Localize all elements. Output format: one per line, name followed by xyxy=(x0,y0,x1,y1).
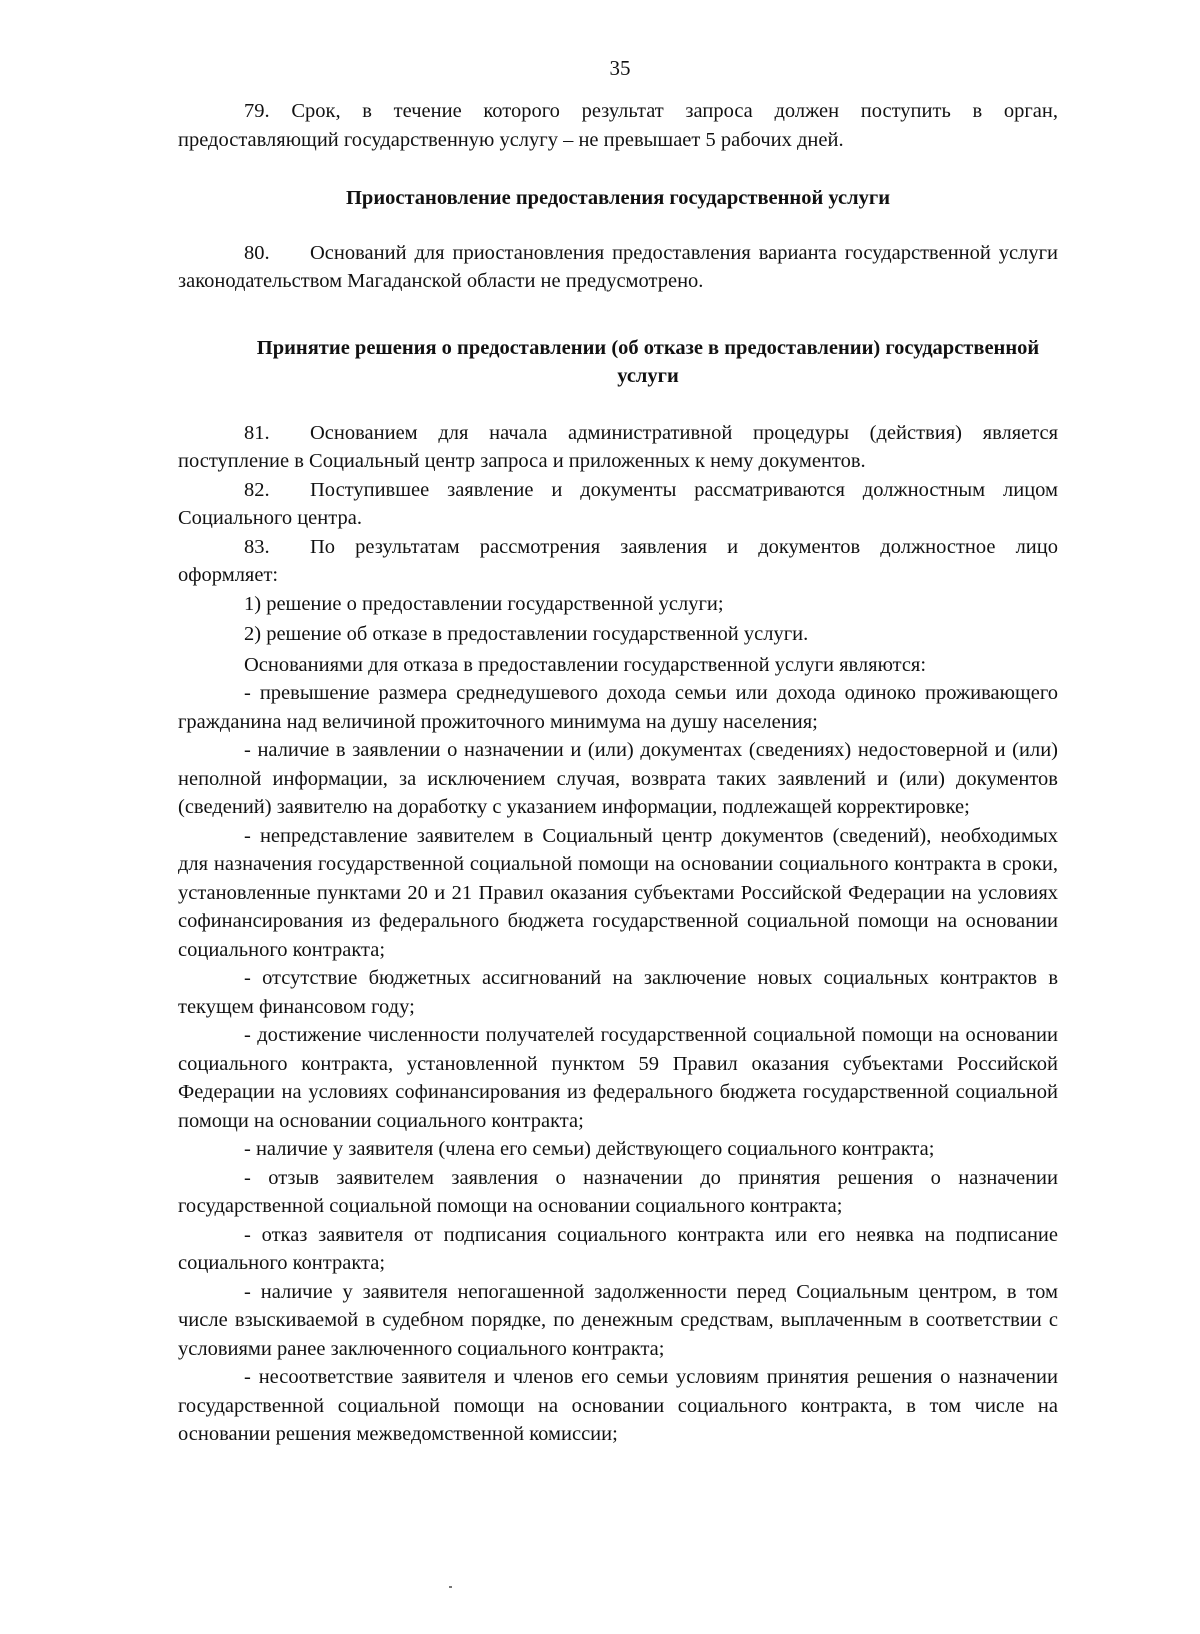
paragraph-80-number: 80. xyxy=(244,241,270,264)
decision-option-1: 1) решение о предоставлении государственной услуги; xyxy=(244,592,724,615)
paragraph-83-number: 83. xyxy=(244,535,270,558)
refusal-grounds-intro: Основаниями для отказа в предоставлении государственной услуги являются: xyxy=(244,653,927,676)
section-heading-decision: Принятие решения о предоставлении (об отказе в предоставлении) государственной услуги xyxy=(256,336,1040,387)
paragraph-82-number: 82. xyxy=(244,478,270,501)
refusal-ground-6: - наличие у заявителя (члена его семьи) действующего социального контракта; xyxy=(244,1138,935,1160)
refusal-ground-9: - наличие у заявителя непогашенной задолженности перед Социальным центром, в том числе взыскиваемой в судебном порядке, по денежным средствам, выплаченным в соответствии с условиями ранее заключенного социального контракта; xyxy=(178,1280,1058,1360)
refusal-ground-7: - отзыв заявителем заявления о назначении до принятия решения о назначении государственной социальной помощи на основании социального контракта; xyxy=(178,1166,1058,1217)
decision-option-2: 2) решение об отказе в предоставлении государственной услуги. xyxy=(244,623,809,645)
section-heading-suspension: Приостановление предоставления государственной услуги xyxy=(345,187,891,209)
page-number: 35 xyxy=(609,56,631,80)
scan-speck xyxy=(449,1586,452,1588)
paragraph-82-text: Поступившее заявление и документы рассматриваются должностным лицом Социального центра. xyxy=(178,478,1058,529)
paragraph-81-text: Основанием для начала административной процедуры (действия) является поступление в Социальный центр запроса и приложенных к нему документов. xyxy=(178,421,1058,472)
document-body xyxy=(178,97,1058,1449)
paragraph-82 xyxy=(178,476,1058,533)
refusal-ground-8: - отказ заявителя от подписания социального контракта или его неявка на подписание социального контракта; xyxy=(178,1223,1058,1274)
refusal-ground-4: - отсутствие бюджетных ассигнований на заключение новых социальных контрактов в текущем финансовом году; xyxy=(178,967,1058,1018)
paragraph-83 xyxy=(178,533,1058,590)
refusal-ground-5: - достижение численности получателей государственной социальной помощи на основании социального контракта, установленной пунктом 59 Правил оказания субъектами Российской Федерации на условиях софинансирования из федерального бюджета государственной социальной помощи на основании социального контракта; xyxy=(178,1024,1058,1132)
paragraph-83-text: По результатам рассмотрения заявления и документов должностное лицо оформляет: xyxy=(178,535,1058,586)
paragraph-80 xyxy=(178,239,1058,296)
refusal-ground-1: - превышение размера среднедушевого дохода семьи или дохода одиноко проживающего гражданина над величиной прожиточного минимума на душу населения; xyxy=(178,682,1058,733)
paragraph-80-text: Оснований для приостановления предоставления варианта государственной услуги законодательством Магаданской области не предусмотрено. xyxy=(178,241,1058,292)
refusal-ground-2: - наличие в заявлении о назначении и (или) документах (сведениях) недостоверной и (или) неполной информации, за исключением случая, возврата таких заявлений и (или) документов (сведений) заявителю на доработку с указанием информации, подлежащей корректировке; xyxy=(178,739,1058,818)
paragraph-81-number: 81. xyxy=(244,421,270,444)
refusal-ground-3: - непредставление заявителем в Социальный центр документов (сведений), необходимых для назначения государственной социальной помощи на основании социального контракта в сроки, установленные пунктами 20 и 21 Правил оказания субъектами Российской Федерации на условиях софинансирования из федерального бюджета государственной социальной помощи на основании социального контракта; xyxy=(178,824,1058,961)
paragraph-81 xyxy=(178,419,1058,476)
paragraph-79: 79. Срок, в течение которого результат запроса должен поступить в орган, предоставляющий государственную услугу – не превышает 5 рабочих дней. xyxy=(178,100,1058,151)
refusal-ground-10: - несоответствие заявителя и членов его семьи условиям принятия решения о назначении государственной социальной помощи на основании социального контракта, в том числе на основании решения межведомственной комиссии; xyxy=(178,1366,1058,1445)
